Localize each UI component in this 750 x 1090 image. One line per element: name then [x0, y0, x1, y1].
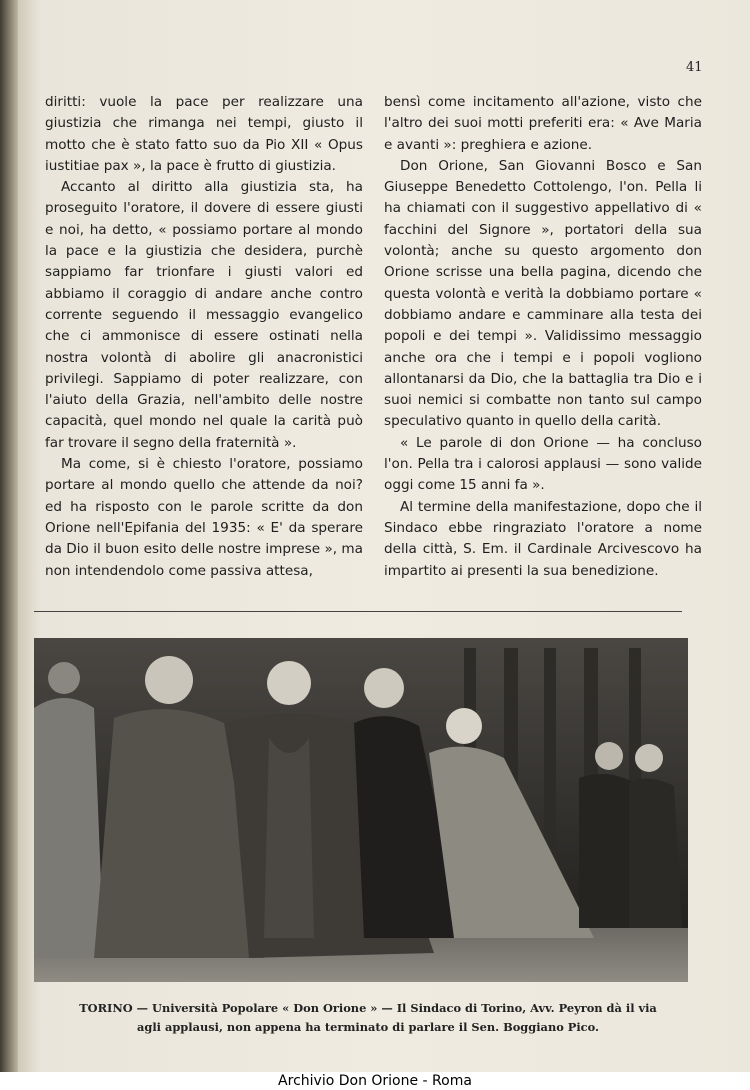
photo-caption: TORINO — Università Popolare « Don Orione » — Il Sindaco di Torino, Avv. Peyron dà il via agli applausi, non appena ha terminato di parlare il Sen. Boggiano Pico.: [79, 1001, 657, 1034]
paragraph: Don Orione, San Giovanni Bosco e San Giuseppe Benedetto Cottolengo, l'on. Pella li ha chiamati con il suggestivo appellativo di « facchini del Signore », portatori della sua volontà; anche su questo argomento don Orione scrisse una bella pagina, dicendo che questa volontà e verità la dobbiamo portare « dobbiamo andare e camminare alla testa dei popoli e dei tempi ». Validissimo messaggio anche ora che i tempi e i popoli vogliono allontanarsi da Dio, che la battaglia tra Dio e i suoi nemici si combatte non tanto sul campo speculativo quanto in quello della carità.: [384, 157, 702, 430]
paragraph: Accanto al diritto alla giustizia sta, ha proseguito l'oratore, il dovere di essere giusti e noi, ha detto, « possiamo portare al mondo la pace e la giustizia che desidera, purchè sappiamo far trionfare i giusti valori ed abbiamo il coraggio di andare anche contro corrente seguendo il messaggio evangelico che ci ammonisce di essere ostinati nella nostra volontà di abolire gli anacronistici privilegi. Sappiamo di poter realizzare, con l'aiuto della Grazia, nell'ambito delle nostre capacità, quel mondo nel quale la carità può far trovare il segno della fraternità ».: [45, 179, 363, 451]
archive-footer: Archivio Don Orione - Roma: [0, 1072, 750, 1090]
right-text-column: [384, 92, 702, 582]
paragraph: bensì come incitamento all'azione, visto che l'altro dei suoi motti preferiti era: « Ave Maria e avanti »: preghiera e azione.: [384, 94, 702, 153]
paragraph: Ma come, si è chiesto l'oratore, possiamo portare al mondo quello che attende da noi? ed ha risposto con le parole scritte da don Orione nell'Epifania del 1935: « E' da sperare da Dio il buon esito delle nostre imprese », ma non intendendolo come passiva attesa,: [45, 456, 363, 579]
book-binding-shadow: [0, 0, 18, 1072]
paragraph: Al termine della manifestazione, dopo che il Sindaco ebbe ringraziato l'oratore a nome della città, S. Em. il Cardinale Arcivescovo ha impartito ai presenti la sua benedizione.: [384, 498, 702, 579]
section-divider: [34, 611, 682, 612]
paragraph: diritti: vuole la pace per realizzare una giustizia che rimanga nei tempi, giusto il motto che è stato fatto suo da Pio XII « Opus iustitiae pax », la pace è frutto di giustizia.: [45, 94, 363, 174]
paragraph: « Le parole di don Orione — ha concluso l'on. Pella tra i calorosi applausi — sono valide oggi come 15 anni fa ».: [384, 434, 702, 494]
left-text-column: [45, 92, 363, 582]
event-photograph: [34, 638, 688, 982]
photo-illustration: [34, 638, 688, 982]
scanned-page: [18, 0, 750, 1072]
page-number: 41: [686, 60, 703, 75]
